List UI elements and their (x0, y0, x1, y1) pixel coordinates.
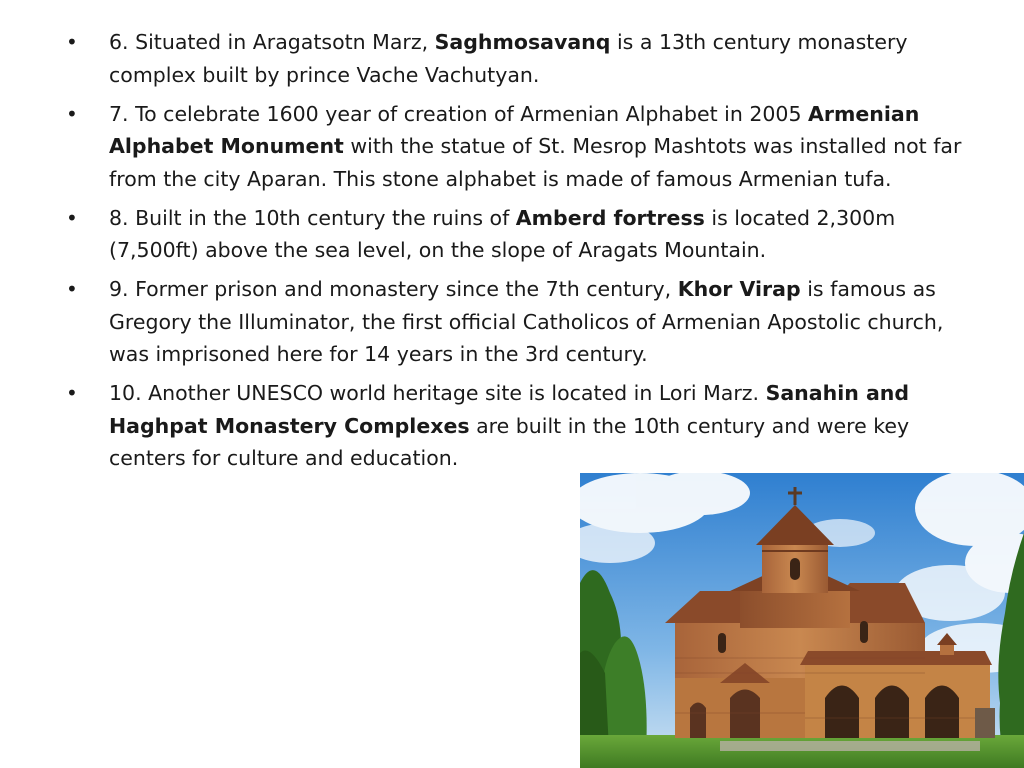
bullet-dot: • (66, 205, 78, 230)
bullet-item-khor-virap (66, 273, 986, 371)
church-photo (580, 473, 1024, 768)
bullet-dot: • (66, 277, 78, 301)
item-highlight: Sanahin and Haghpat Monastery Complexes (109, 381, 910, 438)
bullet-dot: • (66, 101, 78, 126)
church-illustration (580, 473, 1024, 768)
bullet-item-amberd (66, 202, 986, 267)
ground (580, 735, 1024, 768)
bullet-item-saghmosavanq (66, 26, 986, 91)
item-highlight: Armenian Alphabet Monument (109, 101, 920, 158)
item-text-end: is a 13th century monastery complex built by prince Vache Vachutyan. (109, 30, 908, 87)
item-text-start: 6. Situated in Aragatsotn Marz, (109, 30, 435, 54)
bullet-list (66, 26, 986, 481)
item-text-end: are built in the 10th century and were key centers for culture and education. (109, 413, 910, 470)
item-text-end: is located 2,300m (7,500ft) above the sea level, on the slope of Aragats Mountain. (109, 205, 896, 262)
item-text-start: 9. Former prison and monastery since the 7th century, (109, 277, 678, 301)
item-text-end: is famous as Gregory the Illuminator, the first official Catholicos of Armenian Apostolic church, was imprisoned here for 14 years in the 3rd century. (109, 277, 944, 366)
item-highlight: Saghmosavanq (434, 30, 611, 54)
item-text-start: 8. Built in the 10th century the ruins of (109, 205, 516, 230)
item-highlight: Amberd fortress (515, 205, 705, 230)
bullet-item-sanahin-haghpat (66, 377, 986, 475)
item-text-end: with the statue of St. Mesrop Mashtots was installed not far from the city Aparan. This stone alphabet is made of famous Armenian tufa. (109, 134, 962, 191)
path (720, 741, 980, 751)
bullet-dot: • (66, 30, 78, 54)
item-text-start: 7. To celebrate 1600 year of creation of Armenian Alphabet in 2005 (109, 101, 809, 126)
khachkar (975, 708, 995, 738)
item-text-start: 10. Another UNESCO world heritage site is located in Lori Marz. (109, 381, 766, 405)
item-highlight: Khor Virap (677, 277, 801, 301)
bullet-dot: • (66, 381, 78, 405)
bullet-item-alphabet-monument (66, 98, 986, 196)
